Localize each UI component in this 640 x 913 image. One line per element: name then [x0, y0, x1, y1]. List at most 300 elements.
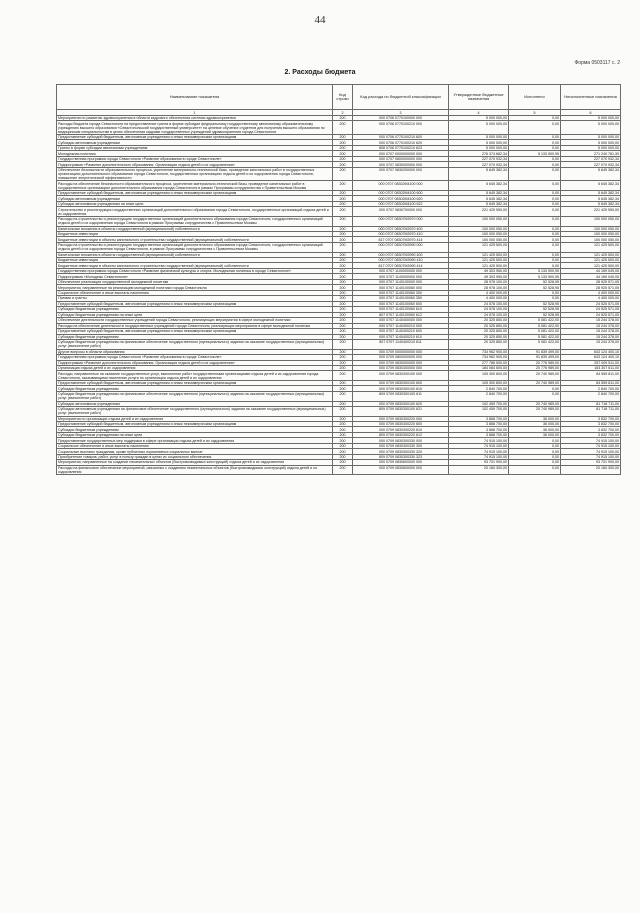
- row-name-cell: Мероприятия, направленные на реализацию молодежной политики города Севастополя: [57, 285, 333, 290]
- row-name-cell: Предоставление государственных мер поддержки в сфере организации отдыха детей и их оздоровления: [57, 438, 333, 443]
- row-approved-cell: 100 000 050,00: [449, 226, 509, 231]
- row-classification-cell: 807 0707 1140100060 612: [353, 312, 449, 317]
- row-name-cell: Субсидии бюджетным учреждениям: [57, 307, 333, 312]
- row-executed-cell: 5 081 422,00: [509, 318, 561, 323]
- row-executed-cell: 20 740 989,00: [509, 406, 561, 416]
- row-approved-cell: 105 300 800,00: [449, 381, 509, 386]
- row-unexecuted-cell: 100 000 050,00: [561, 226, 621, 231]
- row-code-cell: 200: [333, 312, 353, 317]
- row-name-cell: Государственная программа города Севастополя «Развитие физической культуры и спорта. Молодежная политика в городе Севастополе»: [57, 268, 333, 273]
- row-code-cell: 200: [333, 401, 353, 406]
- row-name-cell: Предоставление субсидий бюджетным, автономным учреждениям и иным некоммерческим организациям: [57, 191, 333, 196]
- row-executed-cell: 0,00: [509, 226, 561, 231]
- row-classification-cell: 000 0709 0000000000 000: [353, 349, 449, 354]
- row-name-cell: Субсидии бюджетным учреждениям: [57, 427, 333, 432]
- row-approved-cell: 20 325 850,00: [449, 334, 509, 339]
- row-approved-cell: 24 578 100,00: [449, 301, 509, 306]
- row-code-cell: 200: [333, 296, 353, 301]
- row-executed-cell: 5 081 422,00: [509, 334, 561, 339]
- row-code-cell: 200: [333, 334, 353, 339]
- row-name-cell: Другие вопросы в области образования: [57, 349, 333, 354]
- row-executed-cell: 0,00: [509, 121, 561, 135]
- row-code-cell: 200: [333, 167, 353, 181]
- row-classification-cell: 000 0709 0800000000 000: [353, 355, 449, 360]
- row-approved-cell: 3 868 700,00: [449, 427, 509, 432]
- row-classification-cell: 000 0706 0770100210 620: [353, 140, 449, 145]
- row-unexecuted-cell: 15 244 378,00: [561, 329, 621, 334]
- row-name-cell: Строительство и реконструкция государственных организаций дополнительного образования города Севастополя, государственных организаций отдыха детей и их оздоровления: [57, 207, 333, 217]
- row-executed-cell: 52 528,95: [509, 285, 561, 290]
- row-unexecuted-cell: 4 400 000,00: [561, 290, 621, 295]
- row-unexecuted-cell: 74 915 100,00: [561, 449, 621, 454]
- row-name-cell: Социальные выплаты гражданам, кроме публичных нормативных социальных выплат: [57, 449, 333, 454]
- row-classification-cell: 000 0709 0830300330 000: [353, 438, 449, 443]
- row-executed-cell: 20 740 989,00: [509, 381, 561, 386]
- row-code-cell: 200: [333, 371, 353, 381]
- row-name-cell: Субсидии бюджетным учреждениям на иные цели: [57, 432, 333, 437]
- row-executed-cell: 20 740 989,00: [509, 371, 561, 381]
- row-code-cell: 200: [333, 156, 353, 161]
- row-executed-cell: 0,00: [509, 438, 561, 443]
- row-unexecuted-cell: 28 925 571,05: [561, 279, 621, 284]
- row-executed-cell: 52 528,95: [509, 279, 561, 284]
- row-name-cell: Расходы на строительство и реконструкцию государственных организаций дополнительного образования города Севастополя, государственных организаций отдыха детей и их оздоровления города Севастополя, в рамках Программы сотрудничества с Правительством Москвы: [57, 242, 333, 252]
- row-unexecuted-cell: 121 425 500,00: [561, 252, 621, 257]
- row-name-cell: Гранты в форме субсидии автономным учреждениям: [57, 145, 333, 150]
- row-executed-cell: 36 000,00: [509, 427, 561, 432]
- budget-expenses-table: [56, 84, 621, 475]
- row-executed-cell: 0,00: [509, 216, 561, 226]
- row-unexecuted-cell: 4 400 000,00: [561, 296, 621, 301]
- row-classification-cell: 000 0707 08307М3990 400: [353, 252, 449, 257]
- header-classification: Код расхода по бюджетной классификации: [353, 85, 449, 110]
- row-classification-cell: 000 0706 0770100210 000: [353, 121, 449, 135]
- row-unexecuted-cell: 15 244 378,00: [561, 340, 621, 350]
- row-approved-cell: 2 840 700,00: [449, 386, 509, 391]
- row-code-cell: 200: [333, 151, 353, 156]
- row-unexecuted-cell: 74 915 100,00: [561, 443, 621, 448]
- row-approved-cell: 3 868 700,00: [449, 416, 509, 421]
- row-classification-cell: 000 0709 0830600000 000: [353, 465, 449, 475]
- row-unexecuted-cell: 5 645 382,34: [561, 191, 621, 196]
- row-unexecuted-cell: 121 425 500,00: [561, 257, 621, 262]
- row-code-cell: 200: [333, 191, 353, 196]
- row-name-cell: Социальное обеспечение и иные выплаты населению: [57, 443, 333, 448]
- row-approved-cell: 74 915 100,00: [449, 443, 509, 448]
- row-approved-cell: 24 578 100,00: [449, 307, 509, 312]
- row-executed-cell: 0,00: [509, 145, 561, 150]
- row-approved-cell: 74 915 100,00: [449, 438, 509, 443]
- row-code-cell: 200: [333, 449, 353, 454]
- row-classification-cell: 000 0709 0830300220 610: [353, 427, 449, 432]
- row-approved-cell: 100 000 050,00: [449, 232, 509, 237]
- row-approved-cell: 74 915 100,00: [449, 454, 509, 459]
- row-name-cell: Государственная программа города Севастополя «Развитие образования в городе Севастополе»: [57, 355, 333, 360]
- row-code-cell: 200: [333, 232, 353, 237]
- row-code-cell: 200: [333, 274, 353, 279]
- page-number: 44: [314, 14, 326, 26]
- row-unexecuted-cell: 84 559 811,00: [561, 381, 621, 386]
- row-classification-cell: 000 0709 0830300100 610: [353, 386, 449, 391]
- row-name-cell: Расходы, направленные на оказание государственных услуг, выполнение работ государственными организациями отдыха детей и их оздоровления города Севастополя, оказывающими населению услуги по организации отдыха детей и их оздоровления: [57, 371, 333, 381]
- row-approved-cell: 93 701 900,00: [449, 460, 509, 465]
- row-classification-cell: 000 0707 08307М3990 000: [353, 242, 449, 252]
- row-unexecuted-cell: 2 840 700,00: [561, 386, 621, 391]
- row-classification-cell: 809 0709 0830300330 323: [353, 454, 449, 459]
- row-name-cell: Подпрограмма «Развитие дополнительного образования. Организация отдыха детей и их оздоровления»: [57, 162, 333, 167]
- row-classification-cell: 809 0709 0830300100 611: [353, 391, 449, 401]
- row-unexecuted-cell: 84 559 811,00: [561, 371, 621, 381]
- row-classification-cell: 000 0706 0770100000 000: [353, 115, 449, 120]
- row-classification-cell: 000 0707 08302М4100 620: [353, 196, 449, 201]
- row-approved-cell: 24 578 100,00: [449, 312, 509, 317]
- row-approved-cell: 105 300 800,00: [449, 371, 509, 381]
- row-executed-cell: 36 000,00: [509, 422, 561, 427]
- row-name-cell: Субсидии бюджетным учреждениям на иные цели: [57, 312, 333, 317]
- row-name-cell: Премии и гранты: [57, 296, 333, 301]
- row-approved-cell: 221 425 550,00: [449, 207, 509, 217]
- row-executed-cell: 0,00: [509, 167, 561, 181]
- row-classification-cell: 000 0707 08302М4100 000: [353, 181, 449, 191]
- row-name-cell: Субсидии автономным учреждениям: [57, 401, 333, 406]
- table-header-row: [57, 85, 621, 110]
- row-approved-cell: 121 425 500,00: [449, 263, 509, 268]
- row-name-cell: Субсидии бюджетным учреждениям: [57, 334, 333, 339]
- row-unexecuted-cell: 643 124 400,10: [561, 349, 621, 354]
- row-classification-cell: 000 0707 1140100060 350: [353, 296, 449, 301]
- row-unexecuted-cell: 24 525 571,05: [561, 307, 621, 312]
- row-unexecuted-cell: 121 425 500,00: [561, 263, 621, 268]
- row-name-cell: Приобретение товаров, работ, услуг в пользу граждан в целях их социального обеспечения: [57, 454, 333, 459]
- row-classification-cell: 000 0707 1140000000 000: [353, 274, 449, 279]
- row-approved-cell: 5 000 000,00: [449, 145, 509, 150]
- row-code-cell: 200: [333, 257, 353, 262]
- row-code-cell: 200: [333, 386, 353, 391]
- row-approved-cell: 5 645 382,34: [449, 201, 509, 206]
- row-classification-cell: 000 0707 08307М3990 410: [353, 257, 449, 262]
- row-classification-cell: 000 0707 1140100060 000: [353, 285, 449, 290]
- row-unexecuted-cell: 5 000 000,00: [561, 115, 621, 120]
- table-row: [57, 242, 621, 252]
- row-name-cell: Расходы на строительство и реконструкцию государственных организаций дополнительного образования города Севастополя, государственных организаций отдыха детей и их оздоровления города Севастополя в рамках Программы сотрудничества с Правительством Москвы: [57, 216, 333, 226]
- row-name-cell: Бюджетные инвестиции: [57, 257, 333, 262]
- row-code-cell: 200: [333, 438, 353, 443]
- row-executed-cell: 0,00: [509, 237, 561, 242]
- row-approved-cell: 184 084 600,00: [449, 365, 509, 370]
- row-unexecuted-cell: 20 160 300,00: [561, 465, 621, 475]
- table-row: [57, 406, 621, 416]
- row-code-cell: 200: [333, 290, 353, 295]
- row-unexecuted-cell: 221 425 550,00: [561, 207, 621, 217]
- row-classification-cell: 000 0706 0770100210 600: [353, 134, 449, 139]
- row-code-cell: 200: [333, 196, 353, 201]
- row-approved-cell: 20 325 850,00: [449, 329, 509, 334]
- row-name-cell: Социальное обеспечение и иные выплаты населению: [57, 290, 333, 295]
- row-executed-cell: 0,00: [509, 296, 561, 301]
- row-approved-cell: 102 459 700,00: [449, 406, 509, 416]
- row-classification-cell: 000 0707 1140100060 600: [353, 301, 449, 306]
- row-executed-cell: 0,00: [509, 134, 561, 139]
- row-executed-cell: 0,00: [509, 162, 561, 167]
- row-executed-cell: 0,00: [509, 115, 561, 120]
- row-code-cell: 200: [333, 268, 353, 273]
- row-name-cell: Субсидии бюджетным учреждениям на финансовое обеспечение государственного (муниципального) задания на оказание государственных (муниципальных) услуг (выполнение работ): [57, 391, 333, 401]
- header-approved: Утвержденные бюджетные назначения: [449, 85, 509, 110]
- row-name-cell: Субсидии автономным учреждениям на финансовое обеспечение государственного (муниципального) задания на оказание государственных (муниципальных) услуг (выполнение работ): [57, 406, 333, 416]
- row-classification-cell: 000 0709 0830000000 000: [353, 360, 449, 365]
- row-executed-cell: 0,00: [509, 207, 561, 217]
- row-classification-cell: 000 0707 0830700000 000: [353, 207, 449, 217]
- row-name-cell: Мероприятия, направленные на создание некапитальных объектов (быстровозводимых конструкций) отдыха детей и их оздоровления: [57, 460, 333, 465]
- row-approved-cell: 5 000 000,00: [449, 115, 509, 120]
- row-classification-cell: 000 0707 1140400210 000: [353, 323, 449, 328]
- row-executed-cell: 52 528,95: [509, 301, 561, 306]
- row-code-cell: 200: [333, 355, 353, 360]
- row-name-cell: Расходы бюджета города Севастополя на предоставление гранта в форме субсидии федеральному государственному автономному образовательному учреждению высшего образования «Севастопольский государственный университет» на целевое обучение студентов для получения высшего образования по медицинским специальностям в целях обеспечения кадрами государственных учреждений здравоохранения города Севастополя: [57, 121, 333, 135]
- row-classification-cell: 000 0707 1140400210 610: [353, 334, 449, 339]
- row-unexecuted-cell: 3 832 700,00: [561, 432, 621, 437]
- row-name-cell: Субсидии бюджетным учреждениям: [57, 386, 333, 391]
- row-approved-cell: 20 325 850,00: [449, 323, 509, 328]
- row-unexecuted-cell: 5 000 000,00: [561, 134, 621, 139]
- row-executed-cell: 5 081 422,00: [509, 323, 561, 328]
- row-executed-cell: 52 528,95: [509, 307, 561, 312]
- row-approved-cell: 2 840 700,00: [449, 391, 509, 401]
- row-name-cell: Обеспечение реализации государственной молодежной политики: [57, 279, 333, 284]
- row-classification-cell: 000 0709 0830300330 320: [353, 449, 449, 454]
- row-executed-cell: 5 081 422,00: [509, 329, 561, 334]
- row-approved-cell: 49 303 950,00: [449, 274, 509, 279]
- column-number: 2: [333, 110, 353, 115]
- row-code-cell: 200: [333, 318, 353, 323]
- row-executed-cell: 36 000,00: [509, 416, 561, 421]
- row-executed-cell: 0,00: [509, 257, 561, 262]
- row-code-cell: 200: [333, 391, 353, 401]
- row-classification-cell: 000 0707 08307М3970 000: [353, 216, 449, 226]
- row-executed-cell: 0,00: [509, 443, 561, 448]
- row-unexecuted-cell: 93 701 900,00: [561, 460, 621, 465]
- row-approved-cell: 734 962 900,00: [449, 355, 509, 360]
- row-classification-cell: 000 0709 0830300220 600: [353, 422, 449, 427]
- column-number: 5: [509, 110, 561, 115]
- row-name-cell: Подпрограмма «Молодежь Севастополя»: [57, 274, 333, 279]
- row-approved-cell: 3 868 700,00: [449, 422, 509, 427]
- row-unexecuted-cell: 5 000 000,00: [561, 121, 621, 135]
- row-code-cell: 200: [333, 454, 353, 459]
- row-unexecuted-cell: 44 169 049,05: [561, 274, 621, 279]
- row-approved-cell: 277 786 500,00: [449, 360, 509, 365]
- row-code-cell: 200: [333, 406, 353, 416]
- row-code-cell: 200: [333, 360, 353, 365]
- row-executed-cell: 0,00: [509, 460, 561, 465]
- row-executed-cell: 20 740 989,00: [509, 401, 561, 406]
- row-classification-cell: 000 0707 1140100060 610: [353, 307, 449, 312]
- row-code-cell: 200: [333, 252, 353, 257]
- table-row: [57, 167, 621, 181]
- row-code-cell: 200: [333, 416, 353, 421]
- row-executed-cell: 0,00: [509, 465, 561, 475]
- row-executed-cell: 0,00: [509, 252, 561, 257]
- row-code-cell: 200: [333, 443, 353, 448]
- row-classification-cell: 000 0709 0830300000 000: [353, 365, 449, 370]
- row-code-cell: 200: [333, 140, 353, 145]
- row-classification-cell: 000 0709 0830300100 600: [353, 381, 449, 386]
- table-row: [57, 465, 621, 475]
- row-unexecuted-cell: 121 425 500,00: [561, 242, 621, 252]
- row-unexecuted-cell: 24 525 571,05: [561, 301, 621, 306]
- row-classification-cell: 000 0707 08307М3970 410: [353, 232, 449, 237]
- row-classification-cell: 000 0707 0830200000 000: [353, 167, 449, 181]
- header-code: Код строки: [333, 85, 353, 110]
- row-code-cell: 200: [333, 242, 353, 252]
- column-number: 1: [57, 110, 333, 115]
- row-executed-cell: 0,00: [509, 191, 561, 196]
- row-unexecuted-cell: 74 915 100,00: [561, 438, 621, 443]
- row-approved-cell: 5 645 382,34: [449, 167, 509, 181]
- row-executed-cell: 5 133 900,95: [509, 274, 561, 279]
- row-approved-cell: 121 425 500,00: [449, 252, 509, 257]
- row-executed-cell: 52 528,95: [509, 312, 561, 317]
- section-title: 2. Расходы бюджета: [284, 69, 356, 76]
- row-approved-cell: 28 978 100,00: [449, 279, 509, 284]
- row-unexecuted-cell: 227 070 932,34: [561, 162, 621, 167]
- row-unexecuted-cell: 15 244 378,00: [561, 323, 621, 328]
- row-executed-cell: 0,00: [509, 454, 561, 459]
- row-classification-cell: 809 0709 0830300100 621: [353, 406, 449, 416]
- row-unexecuted-cell: 2 840 700,00: [561, 391, 621, 401]
- row-code-cell: 200: [333, 237, 353, 242]
- row-code-cell: 200: [333, 301, 353, 306]
- row-approved-cell: 4 400 000,00: [449, 290, 509, 295]
- row-name-cell: Предоставление субсидий бюджетным, автономным учреждениям и иным некоммерческим организациям: [57, 422, 333, 427]
- row-approved-cell: 227 070 932,34: [449, 156, 509, 161]
- row-classification-cell: 000 0709 0830300330 300: [353, 443, 449, 448]
- row-unexecuted-cell: 5 645 382,34: [561, 201, 621, 206]
- row-classification-cell: 807 0707 1140400210 611: [353, 340, 449, 350]
- row-executed-cell: 36 000,00: [509, 432, 561, 437]
- table-row: [57, 207, 621, 217]
- row-unexecuted-cell: 257 009 511,00: [561, 360, 621, 365]
- row-name-cell: Капитальные вложения в объекты государственной (муниципальной) собственности: [57, 226, 333, 231]
- row-approved-cell: 227 070 932,34: [449, 162, 509, 167]
- row-approved-cell: 121 425 500,00: [449, 257, 509, 262]
- row-executed-cell: 0,00: [509, 181, 561, 191]
- row-executed-cell: 0,00: [509, 140, 561, 145]
- row-classification-cell: 000 0707 0000000000 000: [353, 151, 449, 156]
- row-code-cell: 200: [333, 381, 353, 386]
- row-executed-cell: 20 776 989,00: [509, 360, 561, 365]
- row-code-cell: 200: [333, 263, 353, 268]
- row-name-cell: Расходы на обеспечение безопасности образовательного процесса, укрепление материально-технической базы, проведение капитальных работ в государственных организациях дополнительного образования города Севастополя в рамках Программы сотрудничества с Правительством Москвы: [57, 181, 333, 191]
- row-classification-cell: 000 0707 08307М3970 400: [353, 226, 449, 231]
- column-number: 6: [561, 110, 621, 115]
- row-executed-cell: 5 133 900,95: [509, 151, 561, 156]
- row-unexecuted-cell: 5 000 000,00: [561, 140, 621, 145]
- row-approved-cell: 100 000 050,00: [449, 237, 509, 242]
- table-row: [57, 121, 621, 135]
- table-row: [57, 181, 621, 191]
- row-unexecuted-cell: 100 000 050,00: [561, 237, 621, 242]
- row-code-cell: 200: [333, 427, 353, 432]
- row-unexecuted-cell: 643 124 400,10: [561, 355, 621, 360]
- row-code-cell: 200: [333, 365, 353, 370]
- row-unexecuted-cell: 100 000 050,00: [561, 232, 621, 237]
- row-approved-cell: 5 000 000,00: [449, 140, 509, 145]
- row-approved-cell: 5 000 000,00: [449, 121, 509, 135]
- row-code-cell: 200: [333, 121, 353, 135]
- row-code-cell: 200: [333, 432, 353, 437]
- row-classification-cell: 000 0707 1140400000 000: [353, 318, 449, 323]
- row-unexecuted-cell: 3 832 700,00: [561, 427, 621, 432]
- row-approved-cell: 5 645 382,34: [449, 191, 509, 196]
- row-name-cell: Обеспечение безопасности образовательного процесса, укрепление материально-технической базы, проведение капитальных работ в государственных организациях дополнительного образования города Севастополя, государственных организациях отдыха детей и их оздоровления города Севастополя, повышение энергетической эффективности: [57, 167, 333, 181]
- row-approved-cell: 20 325 850,00: [449, 318, 509, 323]
- row-executed-cell: 5 133 900,95: [509, 268, 561, 273]
- row-approved-cell: 276 374 682,34: [449, 151, 509, 156]
- row-executed-cell: 91 839 499,00: [509, 349, 561, 354]
- row-approved-cell: 49 303 950,00: [449, 268, 509, 273]
- row-name-cell: Бюджетные инвестиции в объекты капитального строительства государственной (муниципальной) собственности: [57, 237, 333, 242]
- row-approved-cell: 4 400 000,00: [449, 296, 509, 301]
- row-classification-cell: 000 0707 1100000000 000: [353, 268, 449, 273]
- header-unexecuted: Неисполненные назначения: [561, 85, 621, 110]
- row-code-cell: 200: [333, 207, 353, 217]
- row-code-cell: 200: [333, 216, 353, 226]
- row-unexecuted-cell: 5 645 382,34: [561, 167, 621, 181]
- table-body: [57, 110, 621, 475]
- row-unexecuted-cell: 3 832 700,00: [561, 422, 621, 427]
- row-name-cell: Мероприятия по организации отдыха детей и их оздоровления: [57, 416, 333, 421]
- row-name-cell: Бюджетные инвестиции: [57, 232, 333, 237]
- row-code-cell: 200: [333, 329, 353, 334]
- header-name: Наименование показателя: [57, 85, 333, 110]
- table-row: [57, 340, 621, 350]
- row-code-cell: 200: [333, 349, 353, 354]
- row-name-cell: Подпрограмма «Развитие дополнительного образования. Организация отдыха детей и их оздоровления»: [57, 360, 333, 365]
- table-row: [57, 391, 621, 401]
- row-classification-cell: 000 0707 0830000000 000: [353, 162, 449, 167]
- row-approved-cell: 3 868 700,00: [449, 432, 509, 437]
- row-code-cell: 200: [333, 162, 353, 167]
- row-code-cell: 200: [333, 201, 353, 206]
- row-classification-cell: 000 0707 0800000000 000: [353, 156, 449, 161]
- table-row: [57, 216, 621, 226]
- row-executed-cell: 5 081 422,00: [509, 340, 561, 350]
- row-unexecuted-cell: 271 240 781,39: [561, 151, 621, 156]
- row-unexecuted-cell: 15 244 378,00: [561, 334, 621, 339]
- row-code-cell: 200: [333, 115, 353, 120]
- row-classification-cell: 000 0709 0830600000 000: [353, 460, 449, 465]
- row-code-cell: 200: [333, 226, 353, 231]
- row-name-cell: Бюджетные инвестиции в объекты капитального строительства государственной (муниципальной) собственности: [57, 263, 333, 268]
- row-unexecuted-cell: 5 000 000,00: [561, 145, 621, 150]
- row-approved-cell: 74 915 100,00: [449, 449, 509, 454]
- row-executed-cell: 0,00: [509, 201, 561, 206]
- row-executed-cell: 91 839 499,00: [509, 355, 561, 360]
- row-executed-cell: 0,00: [509, 290, 561, 295]
- row-name-cell: Государственная программа города Севастополя «Развитие образования в городе Севастополе»: [57, 156, 333, 161]
- row-classification-cell: 000 0709 0830300100 000: [353, 371, 449, 381]
- row-approved-cell: 5 000 000,00: [449, 134, 509, 139]
- row-name-cell: Мероприятия по развитию здравоохранения в области кадрового обеспечения системы здравоохранения: [57, 115, 333, 120]
- row-code-cell: 200: [333, 323, 353, 328]
- row-executed-cell: 0,00: [509, 232, 561, 237]
- row-name-cell: Расходы на обеспечение деятельности государственных учреждений города Севастополя, реализующих мероприятия в сфере молодежной политики: [57, 323, 333, 328]
- row-approved-cell: 734 962 900,00: [449, 349, 509, 354]
- row-executed-cell: 0,00: [509, 391, 561, 401]
- row-name-cell: Субсидии автономным учреждениям: [57, 196, 333, 201]
- row-classification-cell: 000 0707 1140400210 600: [353, 329, 449, 334]
